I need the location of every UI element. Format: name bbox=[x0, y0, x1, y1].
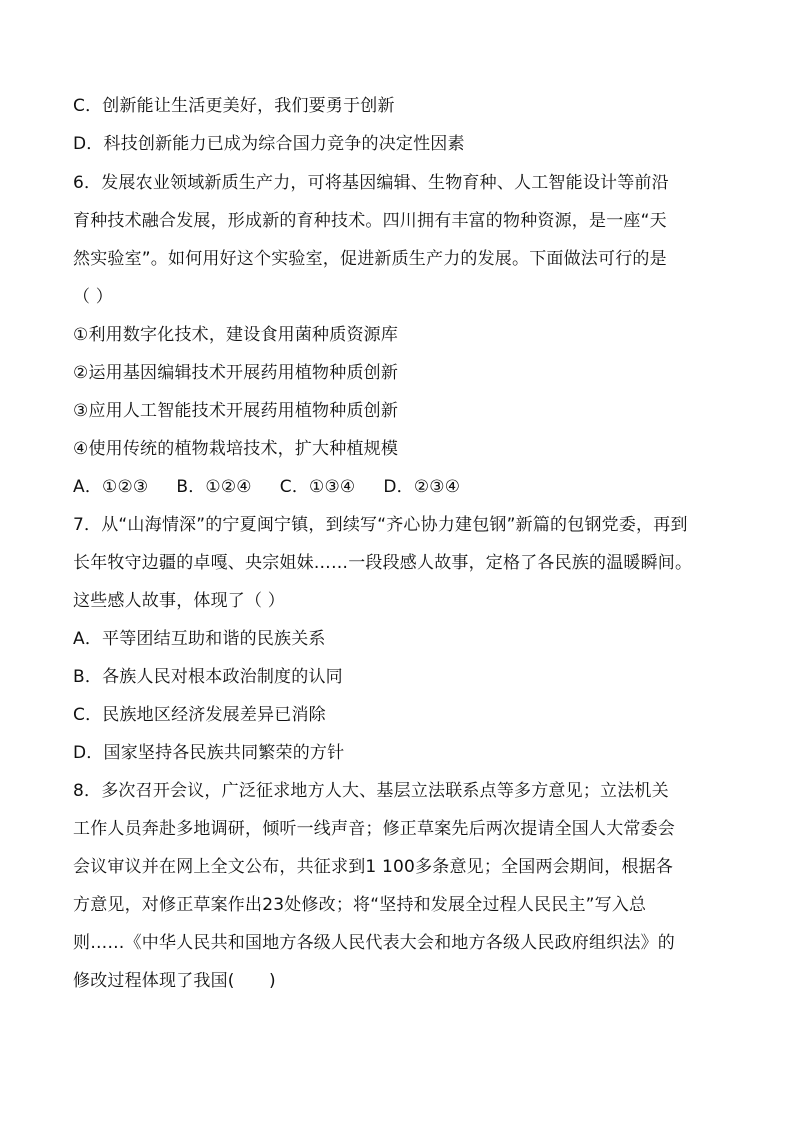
question-7-line-3: 这些感人故事，体现了（ ） bbox=[73, 591, 286, 611]
option-d-q7: D．国家坚持各民族共同繁荣的方针 bbox=[73, 743, 345, 763]
question-6-options: A．①②③ B．①②④ C．①③④ D．②③④ bbox=[73, 477, 461, 497]
question-8-line-1: 8．多次召开会议，广泛征求地方人大、基层立法联系点等多方意见；立法机关 bbox=[73, 781, 669, 801]
question-6-bracket: （ ） bbox=[73, 287, 114, 307]
statement-2: ②运用基因编辑技术开展药用植物种质创新 bbox=[73, 363, 399, 383]
question-8-line-4: 方意见，对修正草案作出23处修改；将“坚持和发展全过程人民民主”写入总 bbox=[73, 895, 647, 915]
question-8-line-6: 修改过程体现了我国( ) bbox=[73, 971, 276, 991]
statement-3: ③应用人工智能技术开展药用植物种质创新 bbox=[73, 401, 399, 421]
question-6-line-1: 6．发展农业领域新质生产力，可将基因编辑、生物育种、人工智能设计等前沿 bbox=[73, 173, 669, 193]
question-6-line-3: 然实验室”。如何用好这个实验室，促进新质生产力的发展。下面做法可行的是 bbox=[73, 249, 667, 269]
statement-1: ①利用数字化技术，建设食用菌种质资源库 bbox=[73, 325, 399, 345]
option-b-q7: B．各族人民对根本政治制度的认同 bbox=[73, 667, 343, 687]
option-c-q5: C．创新能让生活更美好，我们要勇于创新 bbox=[73, 96, 395, 116]
question-6-line-2: 育种技术融合发展，形成新的育种技术。四川拥有丰富的物种资源，是一座“天 bbox=[73, 211, 667, 231]
question-8-line-2: 工作人员奔赴多地调研，倾听一线声音；修正草案先后两次提请全国人大常委会 bbox=[73, 819, 675, 839]
question-7-line-1: 7．从“山海情深”的宁夏闽宁镇，到续写“齐心协力建包钢”新篇的包钢党委，再到 bbox=[73, 515, 688, 535]
question-7-line-2: 长年牧守边疆的卓嘎、央宗姐妹……一段段感人故事，定格了各民族的温暖瞬间。 bbox=[73, 553, 693, 573]
option-a-q7: A．平等团结互助和谐的民族关系 bbox=[73, 629, 326, 649]
option-c-q7: C．民族地区经济发展差异已消除 bbox=[73, 705, 326, 725]
question-8-line-3: 会议审议并在网上全文公布，共征求到1 100多条意见；全国两会期间，根据各 bbox=[73, 857, 674, 877]
question-8-line-5: 则……《中华人民共和国地方各级人民代表大会和地方各级人民政府组织法》的 bbox=[73, 933, 675, 953]
option-d-q5: D．科技创新能力已成为综合国力竞争的决定性因素 bbox=[73, 134, 465, 154]
statement-4: ④使用传统的植物栽培技术，扩大种植规模 bbox=[73, 439, 399, 459]
